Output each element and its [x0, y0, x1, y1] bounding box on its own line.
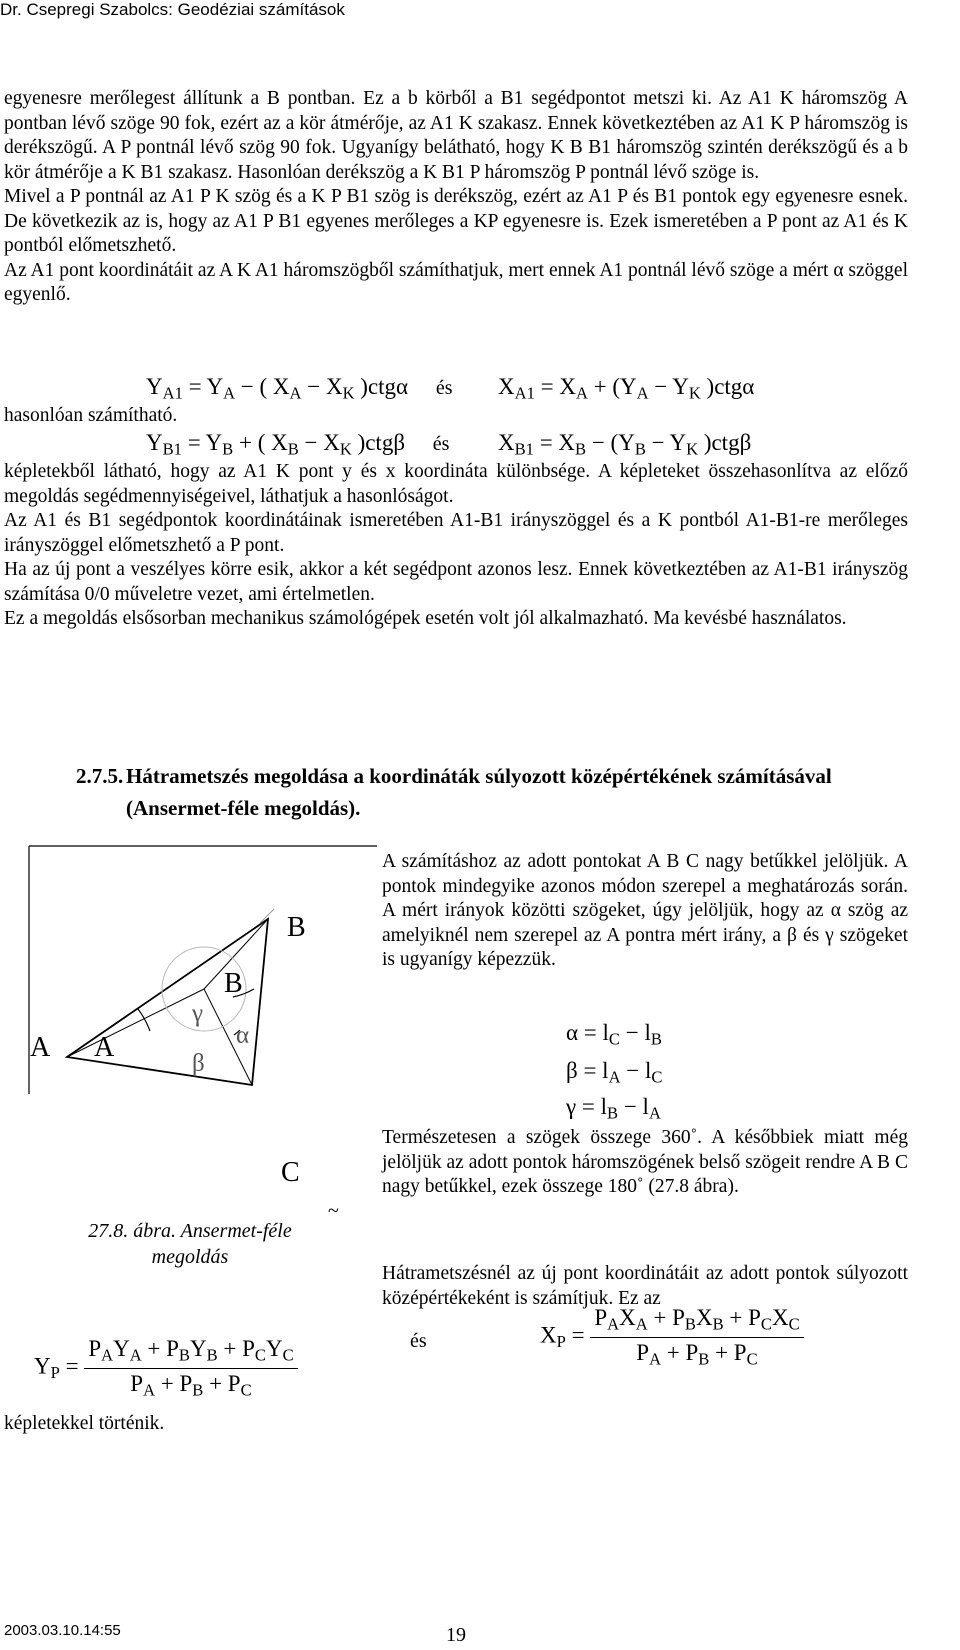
es-word: és	[432, 433, 450, 455]
label-b-inner: B	[224, 968, 243, 999]
section-title: Hátrametszés megoldása a koordináták súlyozott középértékének számításával (Ansermet-féle megoldás).	[126, 764, 832, 820]
formula-ya1	[146, 374, 453, 404]
formula-xp: $X_P$ = $\frac{P_AX_A + P_BX_B + P_CX_C}{P_A + P_B + P_C}$	[540, 1305, 804, 1369]
paragraph-3: Az A1 pont koordinátáit az A K A1 háromszögből számíthatjuk, mert ennek A1 pontnál lévő szöge a mért α szöggel egyenlő.	[4, 259, 908, 305]
right-paragraph-2: Természetesen a szögek összege 360˚. A későbbiek miatt még jelöljük az adott pontok háromszögének belső szögeit rendre A B C nagy betűkkel, ezek összege 180˚ (27.8 ábra).	[382, 1127, 908, 1197]
section-number: 2.7.5.	[76, 764, 124, 788]
eq-beta: $\beta = l_A - l_C$	[566, 1058, 663, 1087]
formula-yb1-text: $Y_{B1} = Y_B$ + ( $X_B - X_K$ )ctgβ	[146, 430, 406, 459]
label-beta: β	[192, 1050, 205, 1077]
right-paragraph-3: Hátrametszésnél az új pont koordinátáit az adott pontok súlyozott középértékeként is számítjuk. Ez az	[382, 1263, 908, 1309]
fraction-yp: $\frac{P_AY_A + P_BY_B + P_CY_C}{P_A + P_B + P_C}$	[84, 1336, 297, 1400]
label-a-inner: A	[94, 1032, 115, 1063]
section-1-text	[4, 87, 908, 308]
section-heading	[76, 760, 876, 824]
right-column-2	[382, 1126, 908, 1200]
formula-xa1: $X_{A1} = X_A + (Y_A - Y_K$ )ctgα	[498, 374, 755, 403]
label-gamma: γ	[192, 1000, 204, 1027]
formula-yb1	[146, 430, 449, 460]
label-alpha: α	[236, 1022, 250, 1049]
footer-date: 2003.03.10.14:55	[4, 1622, 121, 1639]
formula-ya1-text: $Y_{A1} = Y_A$ − ( $X_A - X_K$ )ctgα	[146, 374, 409, 403]
es-word-xp: és	[410, 1330, 427, 1352]
paragraph-2: Mivel a P pontnál az A1 P K szög és a K P B1 szög is derékszög, ezért az A1 P és B1 pontok egy egyenesre esnek. De következik az is, hogy az A1 P B1 egyenes merőleges a KP egyenesre is. Ezek ismeretében a P pont az A1 és K pontból előmetszhető.	[4, 186, 908, 256]
paragraph-5: Az A1 és B1 segédpontok koordinátáinak ismeretében A1-B1 irányszöggel és a K pontból A1-B1-re merőleges irányszöggel előmetszhető a P pont.	[4, 510, 908, 556]
right-paragraph-1: A számításhoz az adott pontokat A B C nagy betűkkel jelöljük. A pontok mindegyike azonos módon szerepel a meghatározás során. A mért irányok közötti szögeket, úgy jelöljük, hogy az α szög az amelyiknél nem szerepel az A pontra mért irány, a β és γ szögeket is ugyanígy képezzük.	[382, 851, 908, 970]
label-c-outer: C	[281, 1157, 300, 1188]
paragraph-4: képletekből látható, hogy az A1 K pont y és x koordináta különbsége. A képleteket összehasonlítva az előző megoldás segédmennyiségeivel, láthatjuk a hasonlóságot.	[4, 461, 908, 507]
formula-xb1: $X_{B1} = X_B - (Y_B - Y_K$ )ctgβ	[498, 430, 752, 459]
closing-text: képletekkel történik.	[4, 1413, 165, 1434]
fraction-xp: $\frac{P_AX_A + P_BX_B + P_CX_C}{P_A + P_B + P_C}$	[590, 1305, 803, 1369]
section-1-text-continued	[4, 460, 908, 632]
right-column-3	[382, 1262, 908, 1311]
label-b-outer: B	[287, 912, 306, 943]
label-a-outer: A	[30, 1032, 51, 1063]
right-column	[382, 850, 908, 973]
figure-caption: 27.8. ábra. Ansermet-féle megoldás	[88, 1220, 292, 1268]
hasonloan-text: hasonlóan számítható.	[4, 405, 178, 426]
paragraph-7: Ez a megoldás elsősorban mechanikus számológépek esetén volt jól alkalmazható. Ma kevésbé használatos.	[4, 608, 847, 629]
es-word: és	[435, 377, 453, 399]
running-header: Dr. Csepregi Szabolcs: Geodéziai számítások	[0, 0, 345, 19]
page-number: 19	[446, 1624, 466, 1646]
eq-alpha: $\alpha = l_C - l_B$	[566, 1020, 662, 1049]
paragraph-1: egyenesre merőlegest állítunk a B pontban. Ez a b körből a B1 segédpontot metszi ki. Az A1 K háromszög A pontban lévő szöge 90 fok, ezért az a kör átmérője, az A1 K szakasz. Ennek következtében az A1 K P háromszög is derékszögű. A P pontnál lévő szög 90 fok. Ugyanígy belátható, hogy K B B1 háromszög szintén derékszögű és a b kör átmérője a K B1 szakasz. Hasonlóan derékszög a K B1 P háromszög P pontnál lévő szöge is.	[4, 88, 908, 183]
formula-yp: $Y_P$ = $\frac{P_AY_A + P_BY_B + P_CY_C}{P_A + P_B + P_C}$	[34, 1336, 298, 1400]
eq-gamma: $\gamma = l_B - l_A$	[566, 1094, 661, 1123]
label-c-inner: ~	[328, 1200, 339, 1222]
paragraph-6: Ha az új pont a veszélyes körre esik, akkor a két segédpont azonos lesz. Ennek következtében az A1-B1 irányszög számítása 0/0 műveletre vezet, ami értelmetlen.	[4, 559, 908, 605]
